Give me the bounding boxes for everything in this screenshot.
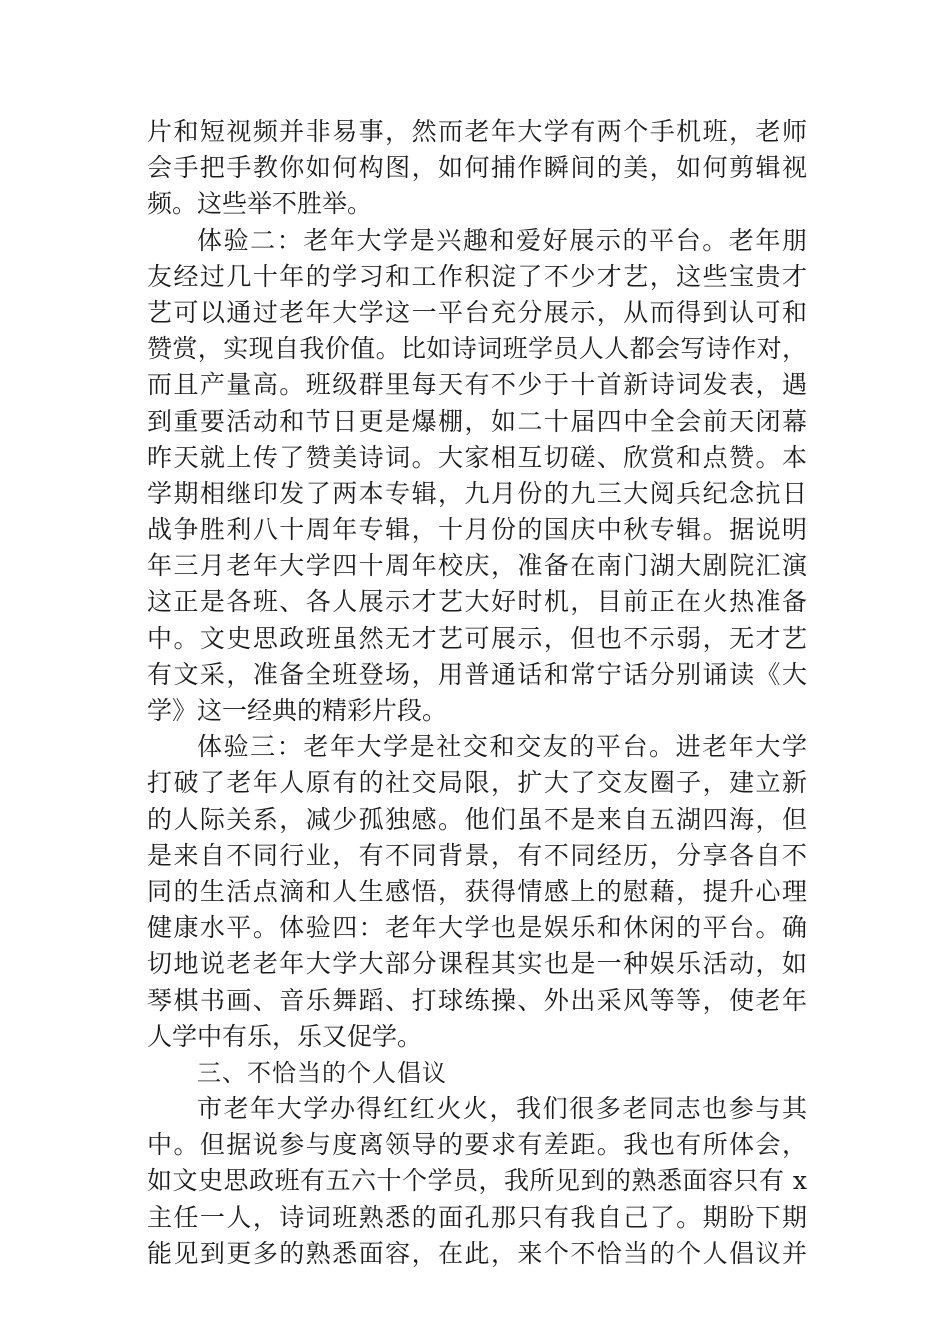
text-line: 到重要活动和节日更是爆棚，如二十届四中全会前天闭幕	[147, 406, 807, 436]
text-line: 频。这些举不胜举。	[147, 189, 373, 219]
paragraph-first-line: 体验二：老年大学是兴趣和爱好展示的平台。老年朋	[197, 225, 807, 255]
text-line: 友经过几十年的学习和工作积淀了不少才艺，这些宝贵才	[147, 261, 807, 291]
text-line: 如文史思政班有五六十个学员，我所见到的熟悉面容只有 x	[147, 1166, 807, 1196]
text-line: 战争胜利八十周年专辑，十月份的国庆中秋专辑。据说明	[147, 515, 807, 545]
text-line: 中。但据说参与度离领导的要求有差距。我也有所体会，	[147, 1130, 807, 1160]
text-line: 赞赏，实现自我价值。比如诗词班学员人人都会写诗作对，	[147, 334, 807, 364]
text-line: 昨天就上传了赞美诗词。大家相互切磋、欣赏和点赞。本	[147, 442, 807, 472]
document-page	[147, 114, 807, 1272]
text-line: 主任一人，诗词班熟悉的面孔那只有我自己了。期盼下期	[147, 1202, 807, 1232]
text-line: 同的生活点滴和人生感悟，获得情感上的慰藉，提升心理	[147, 876, 807, 906]
text-line: 能见到更多的熟悉面容，在此，来个不恰当的个人倡议并	[147, 1238, 807, 1268]
text-line: 片和短视频并非易事，然而老年大学有两个手机班，老师	[147, 117, 807, 146]
section-heading: 三、不恰当的个人倡议	[197, 1058, 447, 1087]
text-line: 是来自不同行业，有不同背景，有不同经历，分享各自不	[147, 840, 807, 870]
paragraph-first-line: 市老年大学办得红红火火，我们很多老同志也参与其	[197, 1094, 807, 1124]
text-line: 有文采，准备全班登场，用普通话和常宁话分别诵读《大	[147, 659, 807, 689]
text-line: 而且产量高。班级群里每天有不少于十首新诗词发表，遇	[147, 370, 807, 400]
text-line: 的人际关系，减少孤独感。他们虽不是来自五湖四海，但	[147, 804, 807, 834]
text-line: 健康水平。体验四：老年大学也是娱乐和休闲的平台。确	[147, 913, 807, 943]
text-line: 年三月老年大学四十周年校庆，准备在南门湖大剧院汇演	[147, 551, 807, 581]
text-line: 切地说老老年大学大部分课程其实也是一种娱乐活动，如	[147, 949, 807, 979]
paragraph-first-line: 体验三：老年大学是社交和交友的平台。进老年大学	[197, 732, 807, 762]
text-line: 学》这一经典的精彩片段。	[147, 696, 448, 725]
text-line: 学期相继印发了两本专辑，九月份的九三大阅兵纪念抗日	[147, 478, 807, 508]
text-line: 人学中有乐，乐又促学。	[147, 1021, 423, 1051]
text-line: 琴棋书画、音乐舞蹈、打球练操、外出采风等等，使老年	[147, 985, 807, 1015]
text-line: 这正是各班、各人展示才艺大好时机，目前正在火热准备	[147, 587, 807, 617]
text-line: 艺可以通过老年大学这一平台充分展示，从而得到认可和	[147, 297, 807, 327]
text-line: 打破了老年人原有的社交局限，扩大了交友圈子，建立新	[147, 768, 807, 798]
text-line: 中。文史思政班虽然无才艺可展示，但也不示弱，无才艺	[147, 623, 807, 653]
text-line: 会手把手教你如何构图，如何捕作瞬间的美，如何剪辑视	[147, 153, 807, 183]
